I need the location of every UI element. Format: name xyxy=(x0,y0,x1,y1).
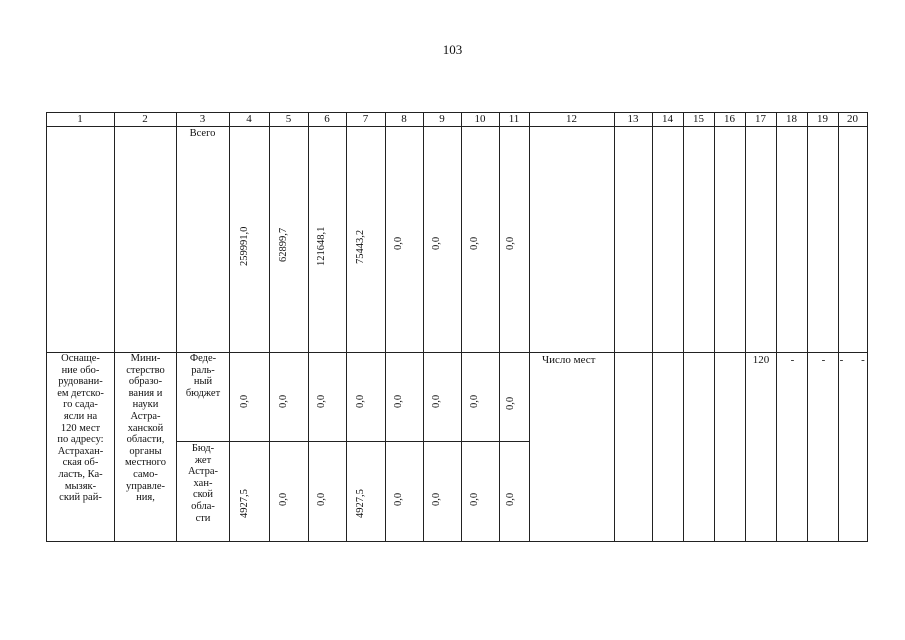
header-cell: 14 xyxy=(662,113,673,125)
dash-value: - xyxy=(861,354,865,366)
total-value: 0,0 xyxy=(469,236,480,250)
table-line xyxy=(529,112,530,542)
total-value: 0,0 xyxy=(431,236,442,250)
header-cell: 8 xyxy=(401,113,407,125)
dash-value: - xyxy=(790,354,795,366)
table-line xyxy=(807,112,808,542)
federal-value: 0,0 xyxy=(505,396,516,410)
budget-table xyxy=(46,112,868,542)
table-line xyxy=(683,112,684,542)
page-number: 103 xyxy=(442,42,463,57)
table-line xyxy=(385,112,386,542)
header-cell: 1 xyxy=(77,113,83,125)
header-cell: 6 xyxy=(324,113,330,125)
federal-value: 0,0 xyxy=(431,394,442,408)
header-cell: 17 xyxy=(755,113,766,125)
table-line xyxy=(346,112,347,542)
header-cell: 18 xyxy=(786,113,797,125)
header-cell: 5 xyxy=(285,113,292,125)
federal-value: 0,0 xyxy=(239,394,250,408)
item-executor: Мини- стерство образо- вания и науки Астра- ханской области, органы местного само- управле- ния, xyxy=(125,353,166,504)
federal-value: 0,0 xyxy=(469,394,480,408)
regional-value: 0,0 xyxy=(316,492,327,506)
federal-value: 0,0 xyxy=(278,394,289,408)
table-line xyxy=(461,112,462,542)
table-line xyxy=(838,112,839,542)
header-cell: 15 xyxy=(693,113,704,125)
total-value: 0,0 xyxy=(505,236,516,250)
header-cell: 4 xyxy=(246,113,252,125)
table-line xyxy=(614,112,615,542)
seats-value: 120 xyxy=(752,354,770,366)
header-cell: 12 xyxy=(566,113,577,125)
table-line xyxy=(499,112,500,542)
total-value: 75443,2 xyxy=(355,229,366,264)
indicator-label: Число мест xyxy=(542,354,596,366)
federal-value: 0,0 xyxy=(316,394,327,408)
total-value: 259991,0 xyxy=(239,226,250,266)
regional-value: 4927,5 xyxy=(355,489,366,518)
table-line xyxy=(229,112,230,542)
total-value: 0,0 xyxy=(393,236,404,250)
regional-value: 0,0 xyxy=(278,492,289,506)
header-cell: 3 xyxy=(199,113,206,125)
regional-value: 0,0 xyxy=(505,492,516,506)
header-cell: 13 xyxy=(627,113,639,125)
regional-value: 4927,5 xyxy=(239,489,250,518)
dash-value: - xyxy=(839,354,844,366)
total-value: 62899,7 xyxy=(278,227,289,262)
header-cell: 10 xyxy=(474,113,486,125)
table-line xyxy=(867,112,868,542)
federal-value: 0,0 xyxy=(393,394,404,408)
header-cell: 2 xyxy=(142,113,148,125)
header-cell: 11 xyxy=(508,113,520,125)
header-cell: 9 xyxy=(439,113,445,125)
item-name: Оснаще- ние обо- рудовани- ем детско- го сада- ясли на 120 мест по адресу: Астрахан- ская об- ласть, Ка- мызяк- ский рай- xyxy=(57,353,104,504)
header-cell: 16 xyxy=(724,113,735,125)
federal-value: 0,0 xyxy=(355,394,366,408)
table-line xyxy=(269,112,270,542)
header-cell: 20 xyxy=(847,113,858,125)
table-line xyxy=(776,112,777,542)
table-line xyxy=(652,112,653,542)
table-line xyxy=(714,112,715,542)
total-value: 121648,1 xyxy=(316,226,327,266)
table-line xyxy=(745,112,746,542)
header-cell: 19 xyxy=(817,113,828,125)
regional-value: 0,0 xyxy=(469,492,480,506)
table-line xyxy=(308,112,309,542)
header-cell: 7 xyxy=(362,113,369,125)
table-line xyxy=(423,112,424,542)
dash-value: - xyxy=(821,354,826,366)
regional-value: 0,0 xyxy=(393,492,404,506)
total-source-label: Всего xyxy=(189,128,216,139)
regional-budget-label: Бюд- жет Астра- хан- ской обла- сти xyxy=(187,443,219,524)
regional-value: 0,0 xyxy=(431,492,442,506)
federal-budget-label: Феде- раль- ный бюджет xyxy=(185,353,221,399)
